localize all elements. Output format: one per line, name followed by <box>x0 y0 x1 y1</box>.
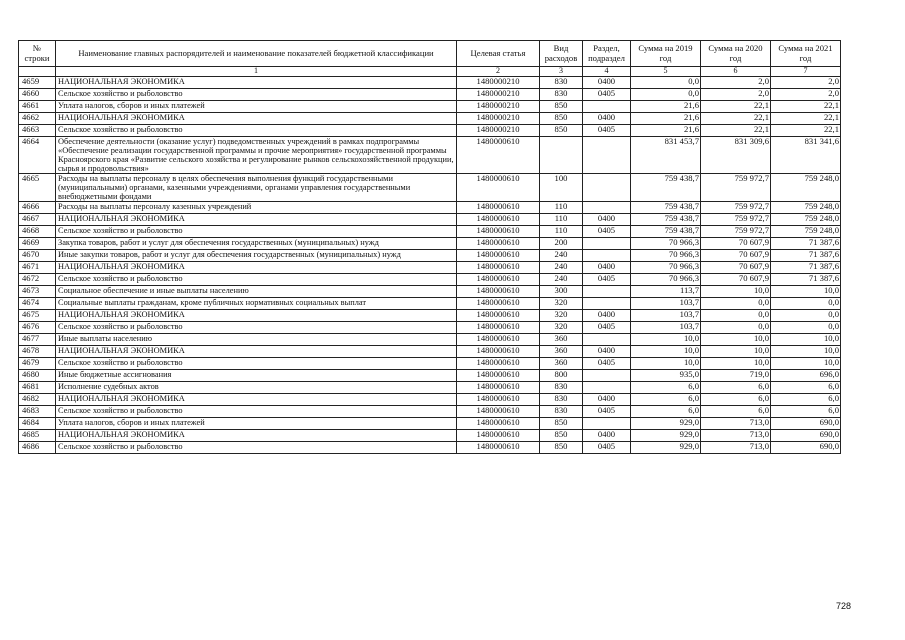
sum-2019: 935,0 <box>631 370 701 382</box>
section-code: 0400 <box>583 394 631 406</box>
header-sum-2020: Сумма на 2020 год <box>701 41 771 67</box>
header-name: Наименование главных распорядителей и наименование показателей бюджетной классификации <box>56 41 457 67</box>
row-name: Сельское хозяйство и рыболовство <box>56 274 457 286</box>
row-name: Расходы на выплаты персоналу казенных учреждений <box>56 202 457 214</box>
section-code <box>583 202 631 214</box>
row-name: Сельское хозяйство и рыболовство <box>56 442 457 454</box>
sum-2021: 71 387,6 <box>771 262 841 274</box>
section-code: 0400 <box>583 214 631 226</box>
row-number: 4679 <box>19 358 56 370</box>
sum-2020: 759 972,7 <box>701 214 771 226</box>
row-number: 4677 <box>19 334 56 346</box>
sum-2019: 929,0 <box>631 442 701 454</box>
sum-2021: 6,0 <box>771 382 841 394</box>
expense-type: 800 <box>540 370 583 382</box>
column-number: 6 <box>701 67 771 77</box>
header-section: Раздел, подраздел <box>583 41 631 67</box>
column-numbers-row <box>19 67 841 77</box>
expense-type: 360 <box>540 334 583 346</box>
section-code <box>583 286 631 298</box>
section-code <box>583 382 631 394</box>
sum-2019: 0,0 <box>631 88 701 100</box>
table-row <box>19 406 841 418</box>
sum-2020: 2,0 <box>701 88 771 100</box>
expense-type: 110 <box>540 226 583 238</box>
sum-2019: 70 966,3 <box>631 238 701 250</box>
sum-2020: 22,1 <box>701 112 771 124</box>
sum-2021: 690,0 <box>771 418 841 430</box>
sum-2021: 759 248,0 <box>771 214 841 226</box>
expense-type: 320 <box>540 298 583 310</box>
sum-2021: 690,0 <box>771 430 841 442</box>
sum-2021: 10,0 <box>771 334 841 346</box>
expense-type: 850 <box>540 430 583 442</box>
table-row <box>19 346 841 358</box>
sum-2019: 929,0 <box>631 430 701 442</box>
sum-2019: 6,0 <box>631 406 701 418</box>
sum-2020: 6,0 <box>701 394 771 406</box>
table-row <box>19 442 841 454</box>
expense-type: 830 <box>540 394 583 406</box>
sum-2021: 71 387,6 <box>771 238 841 250</box>
expense-type: 850 <box>540 442 583 454</box>
table-row <box>19 370 841 382</box>
sum-2019: 113,7 <box>631 286 701 298</box>
target-article: 1480000610 <box>457 262 540 274</box>
sum-2021: 2,0 <box>771 88 841 100</box>
column-number: 5 <box>631 67 701 77</box>
table-row <box>19 136 841 173</box>
sum-2020: 0,0 <box>701 298 771 310</box>
column-number: 3 <box>540 67 583 77</box>
row-number: 4685 <box>19 430 56 442</box>
sum-2020: 759 972,7 <box>701 173 771 201</box>
sum-2020: 10,0 <box>701 358 771 370</box>
sum-2019: 10,0 <box>631 334 701 346</box>
row-name: Сельское хозяйство и рыболовство <box>56 406 457 418</box>
header-target-article: Целевая статья <box>457 41 540 67</box>
section-code <box>583 334 631 346</box>
table-row <box>19 430 841 442</box>
sum-2021: 71 387,6 <box>771 274 841 286</box>
row-number: 4683 <box>19 406 56 418</box>
row-name: Уплата налогов, сборов и иных платежей <box>56 418 457 430</box>
header-sum-2019: Сумма на 2019 год <box>631 41 701 67</box>
section-code: 0405 <box>583 358 631 370</box>
table-row <box>19 214 841 226</box>
row-number: 4673 <box>19 286 56 298</box>
sum-2020: 6,0 <box>701 406 771 418</box>
expense-type: 830 <box>540 88 583 100</box>
expense-type: 850 <box>540 418 583 430</box>
target-article: 1480000610 <box>457 334 540 346</box>
sum-2021: 2,0 <box>771 76 841 88</box>
section-code: 0405 <box>583 442 631 454</box>
row-number: 4668 <box>19 226 56 238</box>
sum-2021: 10,0 <box>771 286 841 298</box>
sum-2019: 6,0 <box>631 394 701 406</box>
expense-type: 830 <box>540 76 583 88</box>
target-article: 1480000610 <box>457 286 540 298</box>
row-name: НАЦИОНАЛЬНАЯ ЭКОНОМИКА <box>56 76 457 88</box>
sum-2021: 0,0 <box>771 298 841 310</box>
sum-2020: 0,0 <box>701 322 771 334</box>
expense-type: 240 <box>540 250 583 262</box>
row-number: 4680 <box>19 370 56 382</box>
section-code <box>583 100 631 112</box>
sum-2020: 713,0 <box>701 418 771 430</box>
row-name: Уплата налогов, сборов и иных платежей <box>56 100 457 112</box>
row-name: Расходы на выплаты персоналу в целях обеспечения выполнения функций государственными (муниципальными) органами, казенными учреждениями, органами управления государственными внебюджетными фондами <box>56 173 457 201</box>
sum-2019: 929,0 <box>631 418 701 430</box>
section-code: 0400 <box>583 430 631 442</box>
target-article: 1480000610 <box>457 250 540 262</box>
column-number <box>19 67 56 77</box>
row-number: 4669 <box>19 238 56 250</box>
section-code: 0405 <box>583 274 631 286</box>
column-number: 2 <box>457 67 540 77</box>
expense-type: 360 <box>540 346 583 358</box>
target-article: 1480000610 <box>457 136 540 173</box>
row-name: Иные выплаты населению <box>56 334 457 346</box>
section-code: 0405 <box>583 406 631 418</box>
sum-2021: 0,0 <box>771 322 841 334</box>
expense-type: 240 <box>540 274 583 286</box>
expense-type: 300 <box>540 286 583 298</box>
sum-2020: 0,0 <box>701 310 771 322</box>
row-number: 4663 <box>19 124 56 136</box>
row-name: Иные закупки товаров, работ и услуг для обеспечения государственных (муниципальных) нужд <box>56 250 457 262</box>
row-name: Обеспечение деятельности (оказание услуг) подведомственных учреждений в рамках подпрограммы «Обеспечение реализации государственной программы и прочие мероприятия» государственной программы Красноярского края «Развитие сельского хозяйства и регулирование рынков сельскохозяйственной продукции, сырья и продовольствия» <box>56 136 457 173</box>
sum-2020: 70 607,9 <box>701 274 771 286</box>
row-number: 4684 <box>19 418 56 430</box>
target-article: 1480000610 <box>457 238 540 250</box>
target-article: 1480000610 <box>457 346 540 358</box>
sum-2020: 22,1 <box>701 100 771 112</box>
expense-type: 360 <box>540 358 583 370</box>
section-code <box>583 173 631 201</box>
row-number: 4666 <box>19 202 56 214</box>
sum-2019: 103,7 <box>631 322 701 334</box>
table-row <box>19 322 841 334</box>
sum-2019: 759 438,7 <box>631 202 701 214</box>
target-article: 1480000210 <box>457 100 540 112</box>
table-row <box>19 88 841 100</box>
sum-2021: 22,1 <box>771 100 841 112</box>
target-article: 1480000610 <box>457 394 540 406</box>
row-number: 4664 <box>19 136 56 173</box>
target-article: 1480000610 <box>457 322 540 334</box>
sum-2019: 21,6 <box>631 112 701 124</box>
header-sum-2021: Сумма на 2021 год <box>771 41 841 67</box>
sum-2021: 759 248,0 <box>771 173 841 201</box>
table-row <box>19 310 841 322</box>
row-number: 4672 <box>19 274 56 286</box>
target-article: 1480000610 <box>457 173 540 201</box>
target-article: 1480000210 <box>457 124 540 136</box>
target-article: 1480000610 <box>457 442 540 454</box>
sum-2021: 10,0 <box>771 358 841 370</box>
expense-type: 110 <box>540 214 583 226</box>
expense-type: 320 <box>540 322 583 334</box>
expense-type: 110 <box>540 202 583 214</box>
row-number: 4675 <box>19 310 56 322</box>
sum-2021: 696,0 <box>771 370 841 382</box>
section-code <box>583 418 631 430</box>
target-article: 1480000610 <box>457 358 540 370</box>
sum-2020: 70 607,9 <box>701 262 771 274</box>
sum-2021: 759 248,0 <box>771 226 841 238</box>
row-name: Социальное обеспечение и иные выплаты населению <box>56 286 457 298</box>
section-code: 0405 <box>583 322 631 334</box>
expense-type: 240 <box>540 262 583 274</box>
sum-2021: 6,0 <box>771 406 841 418</box>
sum-2021: 6,0 <box>771 394 841 406</box>
section-code: 0400 <box>583 262 631 274</box>
table-row <box>19 382 841 394</box>
row-name: Сельское хозяйство и рыболовство <box>56 226 457 238</box>
table-row <box>19 124 841 136</box>
expense-type: 850 <box>540 100 583 112</box>
row-name: НАЦИОНАЛЬНАЯ ЭКОНОМИКА <box>56 394 457 406</box>
target-article: 1480000610 <box>457 202 540 214</box>
row-number: 4671 <box>19 262 56 274</box>
target-article: 1480000210 <box>457 76 540 88</box>
sum-2019: 6,0 <box>631 382 701 394</box>
row-name: Сельское хозяйство и рыболовство <box>56 124 457 136</box>
table-row <box>19 226 841 238</box>
row-number: 4670 <box>19 250 56 262</box>
sum-2020: 831 309,6 <box>701 136 771 173</box>
section-code: 0405 <box>583 88 631 100</box>
section-code: 0400 <box>583 310 631 322</box>
sum-2019: 103,7 <box>631 310 701 322</box>
sum-2019: 10,0 <box>631 346 701 358</box>
sum-2021: 22,1 <box>771 112 841 124</box>
row-name: НАЦИОНАЛЬНАЯ ЭКОНОМИКА <box>56 112 457 124</box>
row-number: 4681 <box>19 382 56 394</box>
row-number: 4674 <box>19 298 56 310</box>
sum-2021: 690,0 <box>771 442 841 454</box>
target-article: 1480000610 <box>457 382 540 394</box>
row-number: 4682 <box>19 394 56 406</box>
header-row <box>19 41 841 67</box>
sum-2020: 70 607,9 <box>701 250 771 262</box>
expense-type: 850 <box>540 112 583 124</box>
row-number: 4667 <box>19 214 56 226</box>
sum-2019: 0,0 <box>631 76 701 88</box>
row-name: Социальные выплаты гражданам, кроме публичных нормативных социальных выплат <box>56 298 457 310</box>
sum-2020: 70 607,9 <box>701 238 771 250</box>
section-code <box>583 370 631 382</box>
sum-2019: 70 966,3 <box>631 250 701 262</box>
target-article: 1480000610 <box>457 418 540 430</box>
table-row <box>19 358 841 370</box>
table-row <box>19 202 841 214</box>
expense-type: 830 <box>540 382 583 394</box>
sum-2021: 10,0 <box>771 346 841 358</box>
column-number: 7 <box>771 67 841 77</box>
row-name: НАЦИОНАЛЬНАЯ ЭКОНОМИКА <box>56 214 457 226</box>
sum-2021: 71 387,6 <box>771 250 841 262</box>
row-number: 4686 <box>19 442 56 454</box>
sum-2019: 759 438,7 <box>631 214 701 226</box>
header-expense-type: Вид расходов <box>540 41 583 67</box>
target-article: 1480000610 <box>457 370 540 382</box>
sum-2019: 70 966,3 <box>631 274 701 286</box>
sum-2021: 759 248,0 <box>771 202 841 214</box>
row-number: 4676 <box>19 322 56 334</box>
section-code: 0400 <box>583 346 631 358</box>
expense-type <box>540 136 583 173</box>
section-code: 0400 <box>583 112 631 124</box>
row-number: 4661 <box>19 100 56 112</box>
row-name: Закупка товаров, работ и услуг для обеспечения государственных (муниципальных) нужд <box>56 238 457 250</box>
table-row <box>19 112 841 124</box>
target-article: 1480000610 <box>457 214 540 226</box>
sum-2020: 10,0 <box>701 286 771 298</box>
column-number: 4 <box>583 67 631 77</box>
table-row <box>19 298 841 310</box>
column-number: 1 <box>56 67 457 77</box>
row-number: 4678 <box>19 346 56 358</box>
table-row <box>19 76 841 88</box>
table-row <box>19 238 841 250</box>
expense-type: 830 <box>540 406 583 418</box>
row-name: Сельское хозяйство и рыболовство <box>56 322 457 334</box>
row-number: 4659 <box>19 76 56 88</box>
sum-2019: 70 966,3 <box>631 262 701 274</box>
header-row-number: № строки <box>19 41 56 67</box>
target-article: 1480000610 <box>457 274 540 286</box>
page-number: 728 <box>836 601 852 611</box>
section-code <box>583 298 631 310</box>
sum-2021: 0,0 <box>771 310 841 322</box>
table-row <box>19 394 841 406</box>
section-code <box>583 136 631 173</box>
sum-2020: 759 972,7 <box>701 226 771 238</box>
sum-2020: 6,0 <box>701 382 771 394</box>
row-name: Исполнение судебных актов <box>56 382 457 394</box>
sum-2019: 21,6 <box>631 124 701 136</box>
sum-2020: 759 972,7 <box>701 202 771 214</box>
sum-2021: 831 341,6 <box>771 136 841 173</box>
sum-2020: 2,0 <box>701 76 771 88</box>
row-number: 4662 <box>19 112 56 124</box>
table-row <box>19 286 841 298</box>
sum-2021: 22,1 <box>771 124 841 136</box>
target-article: 1480000610 <box>457 310 540 322</box>
row-name: НАЦИОНАЛЬНАЯ ЭКОНОМИКА <box>56 262 457 274</box>
expense-type: 100 <box>540 173 583 201</box>
sum-2019: 759 438,7 <box>631 173 701 201</box>
table-row <box>19 173 841 201</box>
sum-2019: 759 438,7 <box>631 226 701 238</box>
sum-2019: 103,7 <box>631 298 701 310</box>
row-name: НАЦИОНАЛЬНАЯ ЭКОНОМИКА <box>56 310 457 322</box>
table-row <box>19 262 841 274</box>
row-name: Сельское хозяйство и рыболовство <box>56 358 457 370</box>
target-article: 1480000610 <box>457 430 540 442</box>
row-number: 4660 <box>19 88 56 100</box>
sum-2020: 719,0 <box>701 370 771 382</box>
sum-2020: 10,0 <box>701 334 771 346</box>
expense-type: 850 <box>540 124 583 136</box>
section-code <box>583 238 631 250</box>
table-row <box>19 100 841 112</box>
sum-2020: 10,0 <box>701 346 771 358</box>
section-code: 0405 <box>583 226 631 238</box>
sum-2019: 831 453,7 <box>631 136 701 173</box>
sum-2019: 10,0 <box>631 358 701 370</box>
table-row <box>19 418 841 430</box>
section-code: 0400 <box>583 76 631 88</box>
sum-2020: 713,0 <box>701 442 771 454</box>
expense-type: 320 <box>540 310 583 322</box>
target-article: 1480000210 <box>457 112 540 124</box>
row-name: НАЦИОНАЛЬНАЯ ЭКОНОМИКА <box>56 430 457 442</box>
sum-2020: 22,1 <box>701 124 771 136</box>
section-code: 0405 <box>583 124 631 136</box>
section-code <box>583 250 631 262</box>
budget-table <box>18 40 841 454</box>
target-article: 1480000210 <box>457 88 540 100</box>
target-article: 1480000610 <box>457 298 540 310</box>
table-row <box>19 334 841 346</box>
target-article: 1480000610 <box>457 226 540 238</box>
target-article: 1480000610 <box>457 406 540 418</box>
table-row <box>19 274 841 286</box>
row-number: 4665 <box>19 173 56 201</box>
expense-type: 200 <box>540 238 583 250</box>
sum-2019: 21,6 <box>631 100 701 112</box>
row-name: НАЦИОНАЛЬНАЯ ЭКОНОМИКА <box>56 346 457 358</box>
row-name: Иные бюджетные ассигнования <box>56 370 457 382</box>
row-name: Сельское хозяйство и рыболовство <box>56 88 457 100</box>
table-row <box>19 250 841 262</box>
sum-2020: 713,0 <box>701 430 771 442</box>
